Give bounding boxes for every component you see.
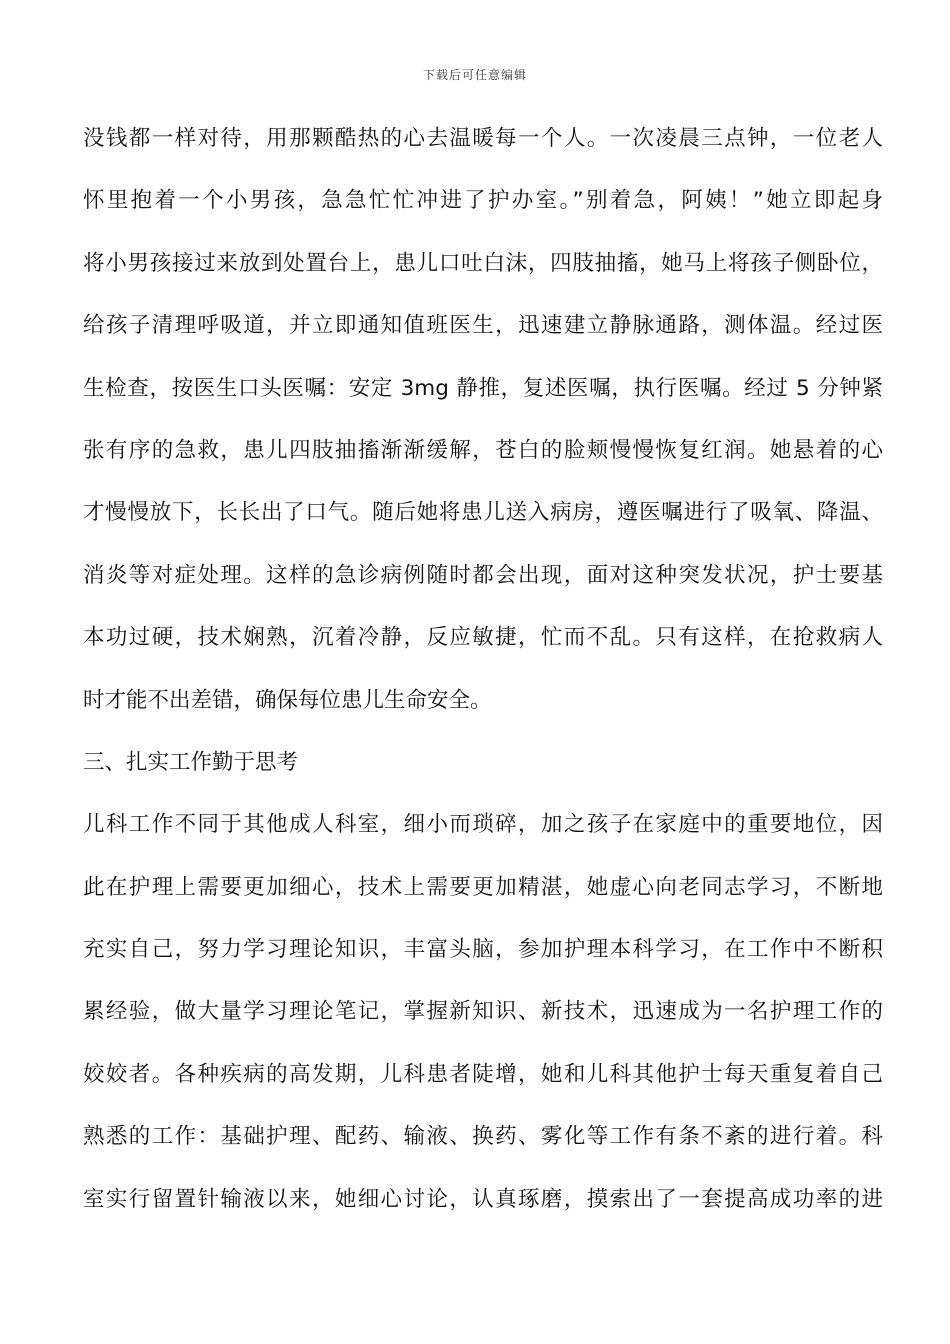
text-line: 累经验，做大量学习理论笔记，掌握新知识、新技术，迅速成为一名护理工作的 [83,999,883,1025]
page-header: 下载后可任意编辑 [422,68,527,82]
text-line: 姣姣者。各种疾病的高发期，儿科患者陡增，她和儿科其他护士每天重复着自己 [83,1061,883,1087]
text-line: 消炎等对症处理。这样的急诊病例随时都会出现，面对这种突发状况，护士要基 [83,562,883,588]
text-line: 熟悉的工作：基础护理、配药、输液、换药、雾化等工作有条不紊的进行着。科 [83,1124,883,1150]
text-line: 给孩子清理呼吸道，并立即通知值班医生，迅速建立静脉通路，测体温。经过医 [83,313,883,339]
text-line: 将小男孩接过来放到处置台上，患儿口吐白沫，四肢抽搐，她马上将孩子侧卧位， [83,250,883,276]
text-line: 没钱都一样对待，用那颗酷热的心去温暖每一个人。一次凌晨三点钟，一位老人 [83,126,883,151]
text-line: 怀里抱着一个小男孩，急急忙忙冲进了护办室。”别着急，阿姨！”她立即起身 [83,188,883,214]
text-line: 此在护理上需要更加细心，技术上需要更加精湛，她虚心向老同志学习，不断地 [83,874,883,900]
text-line: 时才能不出差错，确保每位患儿生命安全。 [83,687,492,713]
text-line: 充实自己，努力学习理论知识，丰富头脑，参加护理本科学习，在工作中不断积 [83,937,883,963]
text-line: 生检查，按医生口头医嘱：安定 3mg 静推，复述医嘱，执行医嘱。经过 5 分钟紧 [83,375,883,401]
body-text [83,108,883,1231]
section-heading: 三、扎实工作勤于思考 [83,749,299,775]
text-line: 本功过硬，技术娴熟，沉着冷静，反应敏捷，忙而不乱。只有这样，在抢救病人 [83,625,883,651]
text-line: 才慢慢放下，长长出了口气。随后她将患儿送入病房，遵医嘱进行了吸氧、降温、 [83,500,883,526]
text-line: 儿科工作不同于其他成人科室，细小而琐碎，加之孩子在家庭中的重要地位，因 [83,812,883,838]
text-line: 张有序的急救，患儿四肢抽搐渐渐缓解，苍白的脸颊慢慢恢复红润。她悬着的心 [83,437,883,463]
text-line: 室实行留置针输液以来，她细心讨论，认真琢磨，摸索出了一套提高成功率的进 [83,1186,883,1212]
